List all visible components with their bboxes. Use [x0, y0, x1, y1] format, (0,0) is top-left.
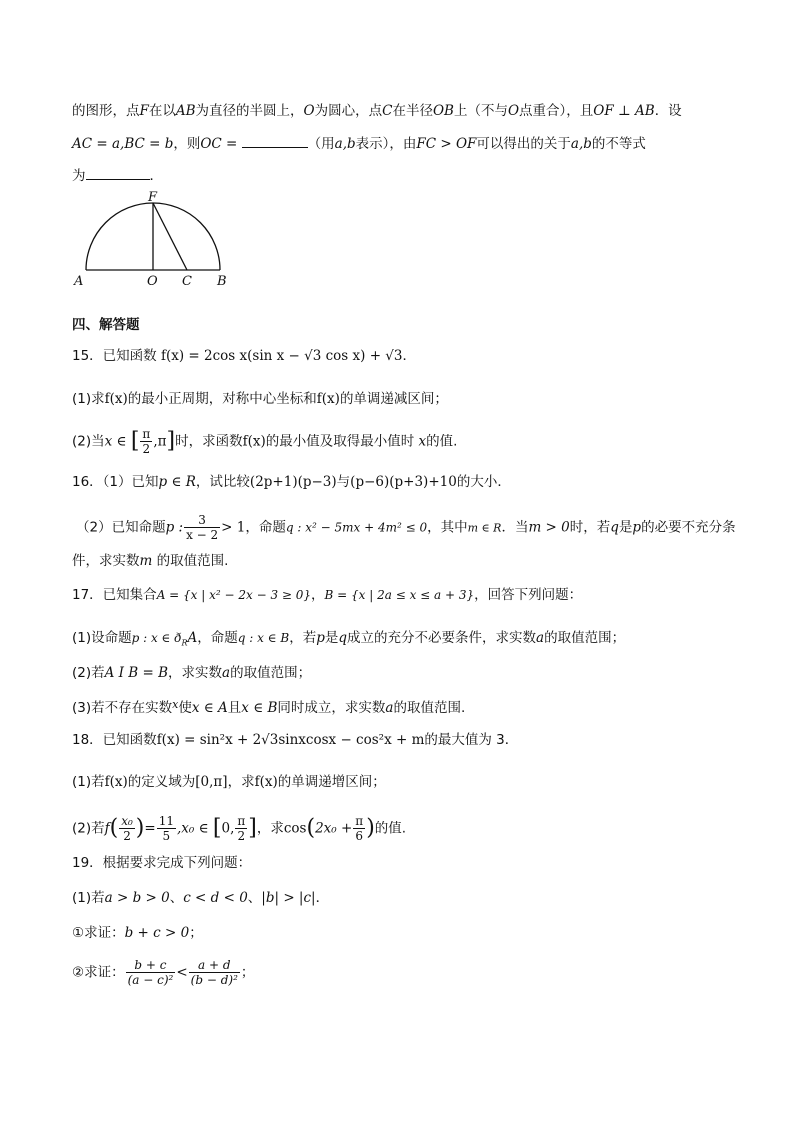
fraction-11-over-5: $\frac{11}{5}$: [158, 814, 174, 843]
fraction-3-over-x-minus-2: $\frac{3}{x - 2}$: [186, 513, 219, 542]
q15-part-1: (1)求f(x)的最小正周期，对称中心坐标和f(x)的单调递减区间；: [72, 391, 448, 407]
q18-part-1: (1)若f(x)的定义域为[0,π]，求f(x)的单调递增区间；: [72, 774, 386, 790]
answer-blank-inequality[interactable]: [86, 165, 150, 180]
fraction-pi-over-2: $\frac{\pi}{2}$: [142, 427, 151, 456]
fraction-a-plus-d: $\frac{a + d}{\text{(b − d)²}}$: [190, 958, 238, 987]
label-o: O: [147, 274, 158, 289]
q19-part-1: (1)若a > b > 0、c < d < 0、|b| > |c|．: [72, 890, 330, 906]
q15-part-2: (2)当x ∈ [ $\frac{\pi}{2}$ ,π]时，求函数f(x)的最小值及取得最小值时 x的值.: [72, 427, 458, 456]
label-c: C: [182, 274, 192, 289]
label-f: F: [148, 190, 158, 205]
q19-claim-2: ②求证： $\frac{b + c}{\text{(a − c)²}}$ < $\frac{a + d}{\text{(b − d)²}}$ ；: [72, 958, 255, 987]
q16-part-2: （2）已知命题p : $\frac{3}{x - 2}$ > 1，命题q : x² − 5mx + 4m² ≤ 0，其中m ∈ R．当m > 0时，若q是p的必要不充分条: [76, 513, 736, 542]
q14-line-1: 的图形，点F在以AB为直径的半圆上，O为圆心，点C在半径OB上（不与O点重合），且OF ⊥ AB．设: [72, 103, 682, 119]
q19-claim-1: ①求证：b + c > 0；: [72, 925, 203, 941]
section-heading: 四、解答题: [72, 317, 140, 333]
q15-stem: 15．已知函数 f(x) = 2cos x(sin x − √3 cos x) + √3．: [72, 348, 416, 364]
fraction-pi-over-2-b: $\frac{\pi}{2}$: [237, 814, 246, 843]
segment-fc: [153, 203, 187, 270]
answer-blank-oc[interactable]: [242, 133, 308, 148]
fraction-x0-over-2: $\frac{\text{x₀}}{2}$: [121, 814, 133, 843]
fraction-pi-over-6: $\frac{\pi}{6}$: [355, 814, 364, 843]
label-a: A: [74, 274, 84, 289]
q18-stem: 18．已知函数f(x) = sin²x + 2√3sinxcosx − cos²x + m的最大值为 3．: [72, 732, 519, 748]
q18-part-2: (2)若f( $\frac{\text{x₀}}{2}$ )= $\frac{11}{5}$ ,x₀ ∈ [0, $\frac{\pi}{2}$ ]，求cos(2x₀ + $\frac{\pi}{6}$ )的值.: [72, 814, 407, 843]
q16-part-1: 16．（1）已知p ∈ R，试比较(2p+1)(p−3)与(p−6)(p+3)+10的大小．: [72, 474, 511, 490]
semicircle-diagram: [70, 190, 240, 295]
label-b: B: [217, 274, 227, 289]
q17-part-1: (1)设命题p : x ∈ $ð_RA$，命题q : x ∈ B，若p是q成立的充分不必要条件，求实数a的取值范围；: [72, 630, 626, 648]
q14-line-2: AC = a,BC = b，则OC = （用a,b表示），由FC > OF可以得出的关于a,b的不等式: [72, 133, 646, 154]
q17-stem: 17．已知集合A = {x | x² − 2x − 3 ≥ 0}，B = {x | 2a ≤ x ≤ a + 3}，回答下列问题：: [72, 587, 583, 603]
q16-part-2-cont: 件，求实数m 的取值范围.: [72, 553, 229, 569]
q14-line-3: 为 ．: [72, 165, 163, 186]
q17-part-3: (3)若不存在实数$^x$使x ∈ A且x ∈ B同时成立，求实数a的取值范围.: [72, 698, 466, 716]
fraction-b-plus-c: $\frac{b + c}{\text{(a − c)²}}$: [127, 958, 174, 987]
q19-stem: 19．根据要求完成下列问题：: [72, 855, 252, 871]
q17-part-2: (2)若A I B = B，求实数a的取值范围；: [72, 665, 312, 681]
